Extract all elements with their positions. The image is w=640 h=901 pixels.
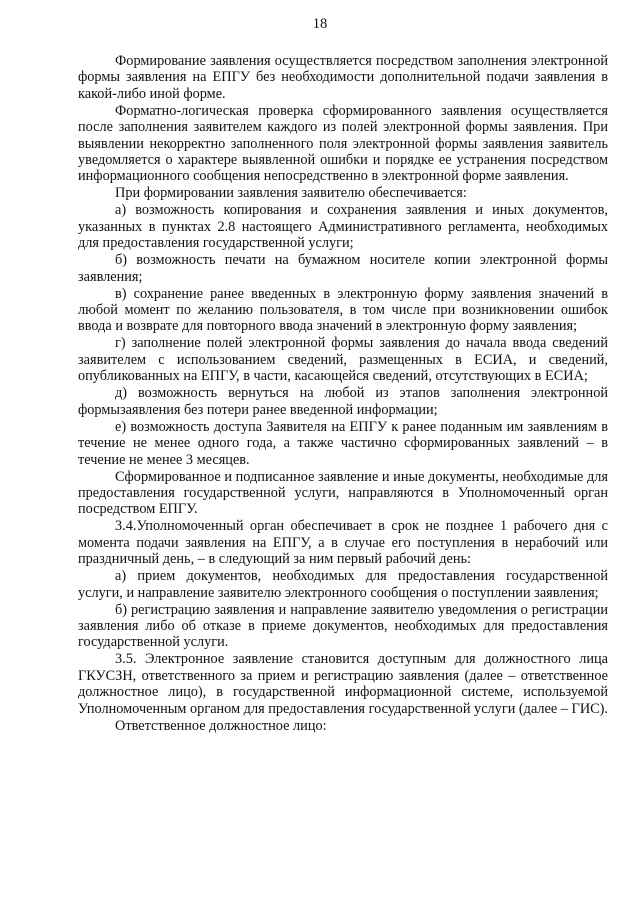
paragraph: Ответственное должностное лицо: [115,717,327,734]
list-item: в) сохранение ранее введенных в электронную форму заявления значений в любой момент по желанию пользователя, в том числе при возникновении ошибок ввода и возврате для повторного ввода значений в электронную форму заявления; [78,285,608,335]
page-number: 18 [312,16,328,32]
list-item: е) возможность доступа Заявителя на ЕПГУ к ранее поданным им заявлениям в течение не менее одного года, а также частично сформированных заявлений – в течение не менее 3 месяцев. [78,418,608,468]
list-item: б) регистрацию заявления и направление заявителю уведомления о регистрации заявления либо об отказе в приеме документов, необходимых для предоставления государственной услуги. [78,601,608,651]
list-item: а) прием документов, необходимых для предоставления государственной услуги, и направление заявителю электронного сообщения о поступлении заявления; [78,568,608,601]
section-paragraph: 3.4.Уполномоченный орган обеспечивает в срок не позднее 1 рабочего дня с момента подачи заявления на ЕПГУ, а в случае его поступления в нерабочий или праздничный день, – в следующий за ним первый рабочий день: [78,518,608,568]
list-item: а) возможность копирования и сохранения заявления и иных документов, указанных в пунктах 2.8 настоящего Административного регламента, необходимых для предоставления государственной услуги; [78,202,608,252]
paragraph: Форматно-логическая проверка сформированного заявления осуществляется после заполнения заявителем каждого из полей электронной формы заявления. При выявлении некорректно заполненного поля электронной формы заявления заявитель уведомляется о характере выявленной ошибки и порядке ее устранения посредством информационного сообщения непосредственно в электронной форме заявления. [78,102,608,185]
list-item: д) возможность вернуться на любой из этапов заполнения электронной формызаявления без потери ранее введенной информации; [78,385,608,418]
paragraph: При формировании заявления заявителю обеспечивается: [115,185,467,202]
section-paragraph: 3.5. Электронное заявление становится доступным для должностного лица ГКУСЗН, ответственного за прием и регистрацию заявления (далее – ответственное должностное лицо), в государственной информационной системе, используемой Уполномоченным органом для предоставления государственной услуги (далее – ГИС). [78,651,609,717]
paragraph: Формирование заявления осуществляется посредством заполнения электронной формы заявления на ЕПГУ без необходимости дополнительной подачи заявления в какой-либо иной форме. [78,53,608,102]
document-body [78,53,608,734]
paragraph: Сформированное и подписанное заявление и иные документы, необходимые для предоставления государственной услуги, направляются в Уполномоченный орган посредством ЕПГУ. [78,468,608,518]
list-item: г) заполнение полей электронной формы заявления до начала ввода сведений заявителем с использованием сведений, размещенных в ЕСИА, и сведений, опубликованных на ЕПГУ, в части, касающейся сведений, отсутствующих в ЕСИА; [78,335,608,385]
list-item: б) возможность печати на бумажном носителе копии электронной формы заявления; [78,252,608,285]
